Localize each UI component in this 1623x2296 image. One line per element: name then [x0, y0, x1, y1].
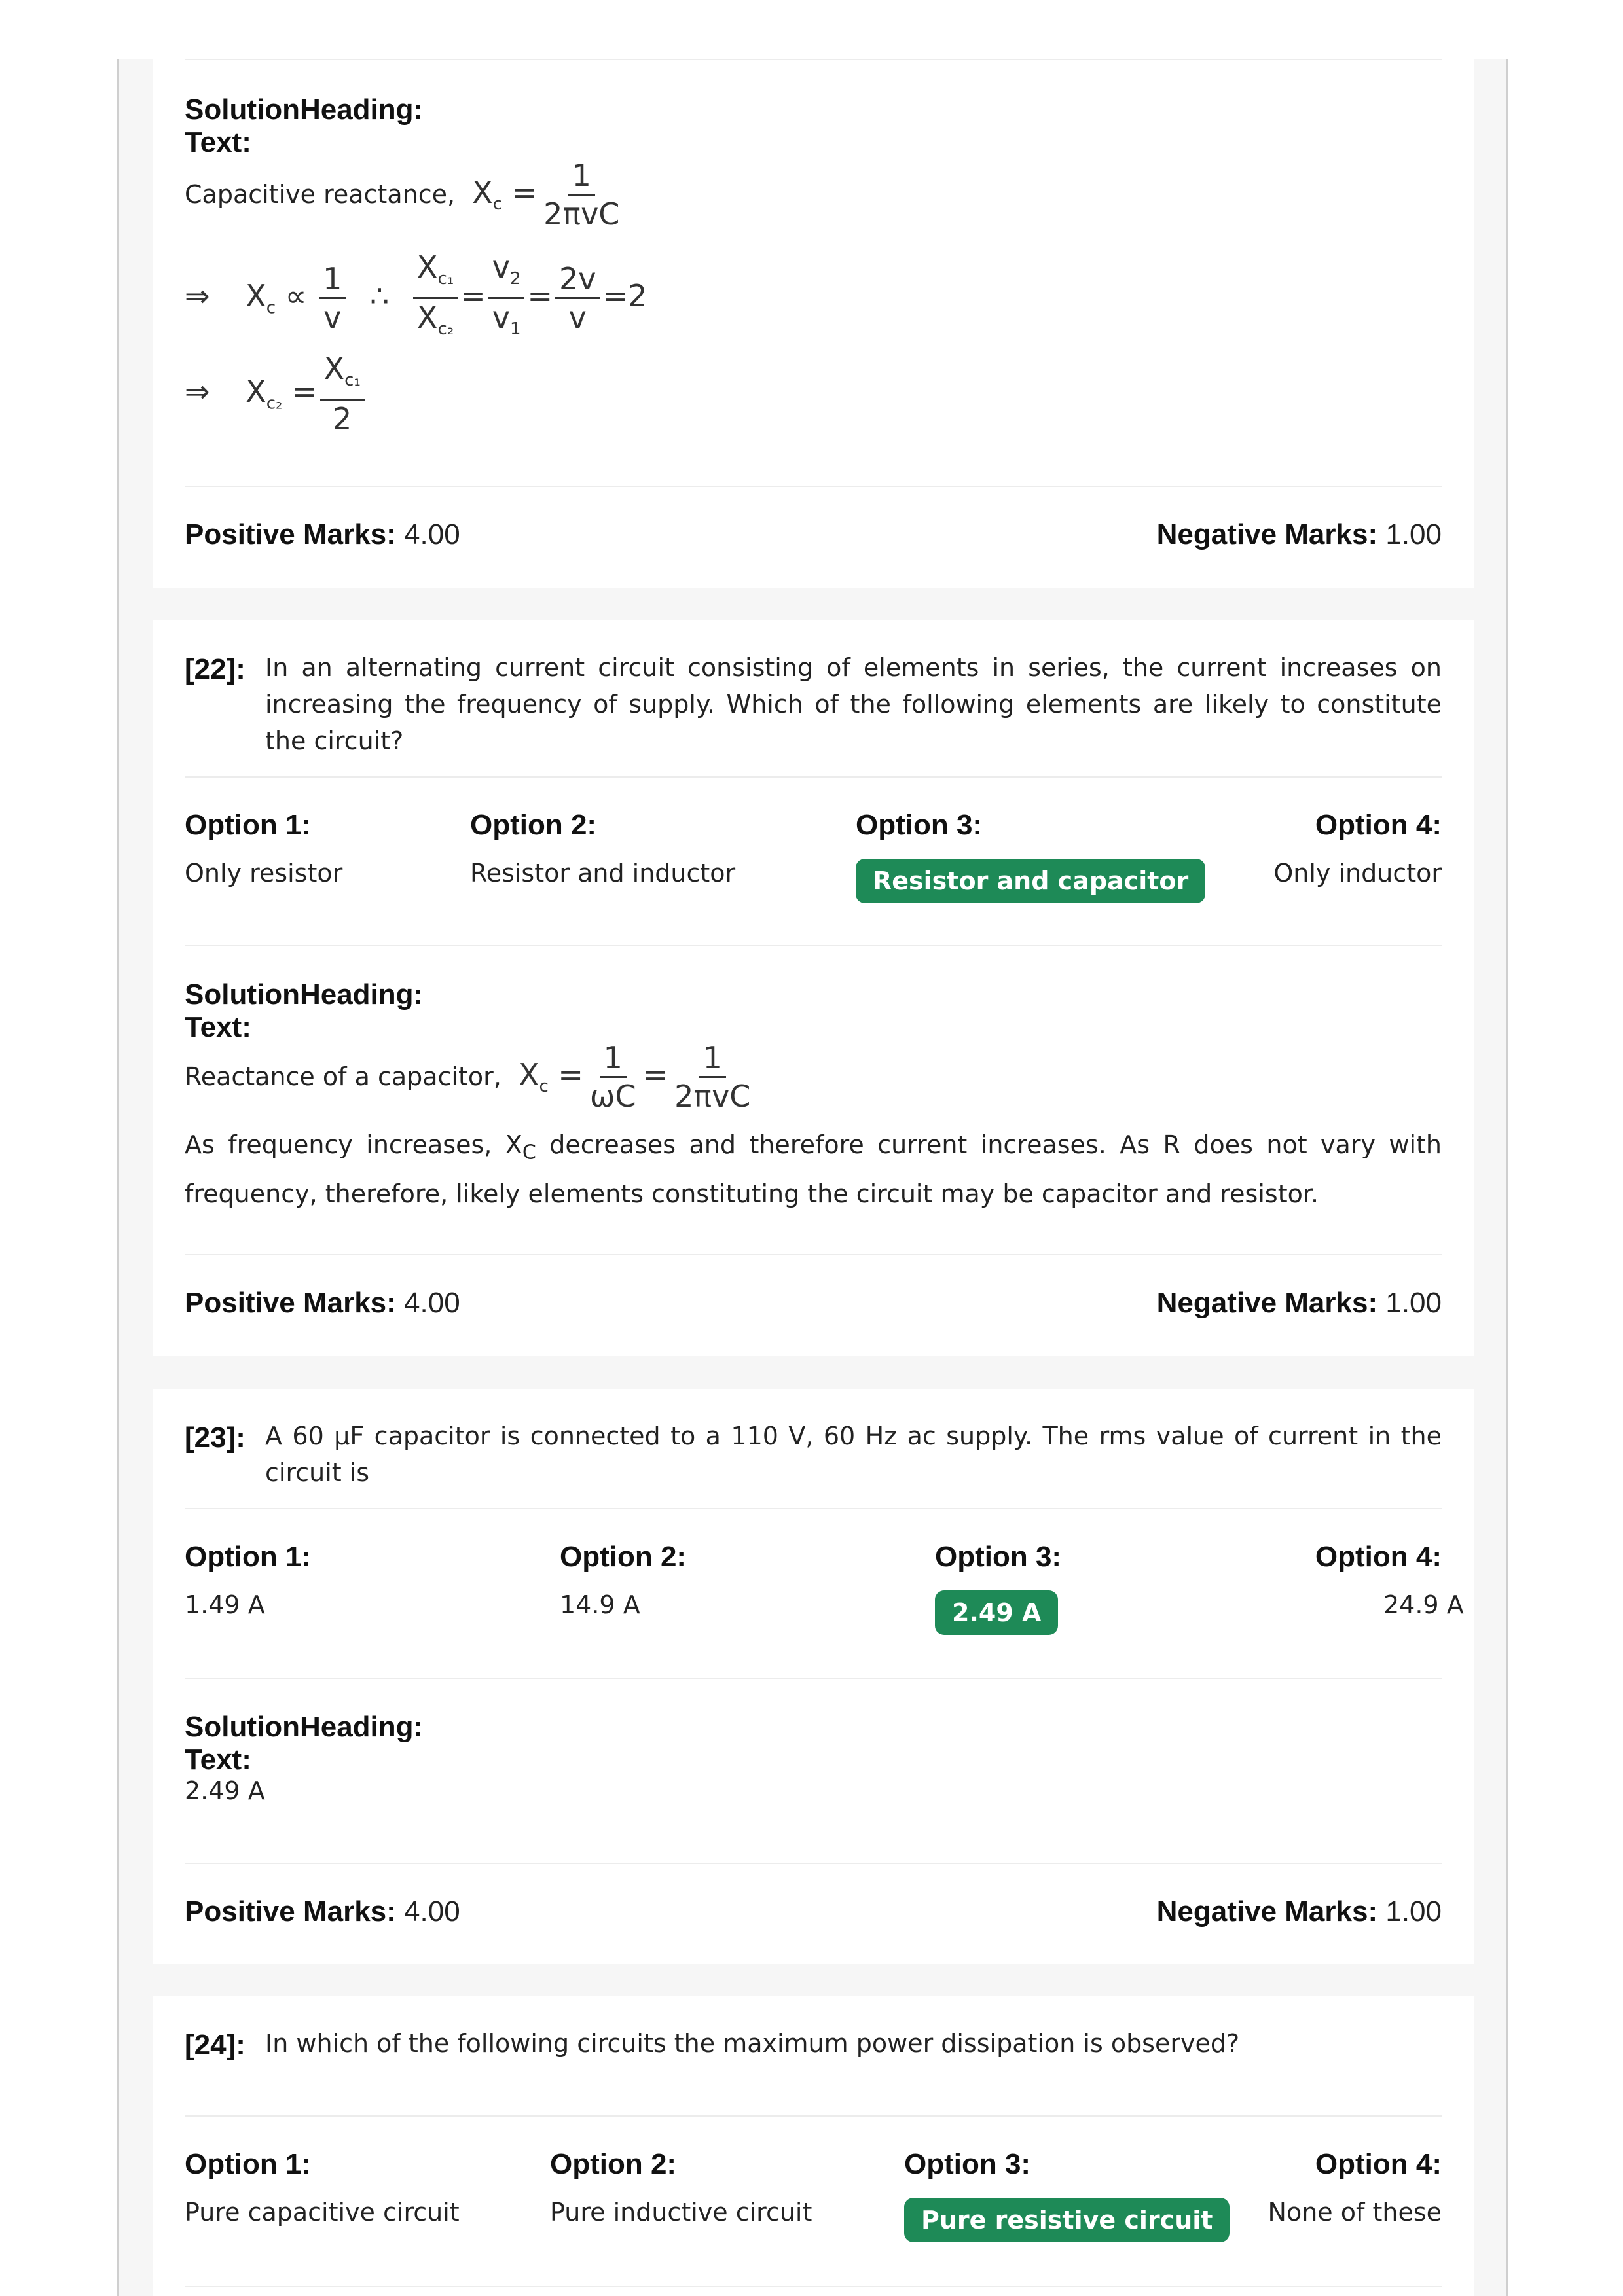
option-2-value[interactable]: 14.9 A [560, 1590, 640, 1619]
divider [185, 1678, 1442, 1679]
solution-text-label: Text: [185, 1011, 251, 1043]
option-2-label: Option 2: [470, 809, 597, 841]
question-card-22 [153, 620, 1474, 1356]
divider [185, 1254, 1442, 1255]
option-3-label: Option 3: [856, 809, 983, 841]
divider [185, 945, 1442, 946]
solution-heading: SolutionHeading: [185, 94, 424, 126]
divider [185, 776, 1442, 778]
question-text: A 60 μF capacitor is connected to a 110 V, 60 Hz ac supply. The rms value of current in the circuit is [265, 1422, 1442, 1487]
option-2-label: Option 2: [550, 2148, 677, 2180]
question-text: In which of the following circuits the maximum power dissipation is observed? [265, 2029, 1240, 2058]
divider [185, 1863, 1442, 1864]
divider [185, 59, 1442, 60]
negative-marks: Negative Marks: 1.00 [1156, 518, 1442, 550]
option-2-label: Option 2: [560, 1541, 687, 1573]
divider [185, 1508, 1442, 1509]
question-card-21 [153, 59, 1474, 588]
solution-equation: Reactance of a capacitor, $X_c$ = $\frac{1}{\omega C}$ = $\frac{1}{\text{2πvC}}$ [185, 1040, 751, 1114]
question-number: [24]: [185, 2029, 246, 2061]
option-2-value[interactable]: Resistor and inductor [470, 859, 736, 888]
option-3-correct-answer[interactable]: 2.49 A [935, 1590, 1058, 1635]
question-text: In an alternating current circuit consisting of elements in series, the current increases on increasing the frequency of supply. Which of the following elements are likely to constitute the circuit? [265, 653, 1442, 755]
option-4-value[interactable]: None of these [1267, 2198, 1442, 2227]
option-1-label: Option 1: [185, 1541, 312, 1573]
option-3-label: Option 3: [935, 1541, 1062, 1573]
option-3-correct-answer[interactable]: Pure resistive circuit [904, 2198, 1230, 2242]
option-4-label: Option 4: [1315, 2148, 1442, 2180]
option-1-label: Option 1: [185, 2148, 312, 2180]
solution-equation-2: ⇒ $X_c$ ∝ $\frac{1}{v}$ ∴ $\frac{X_{c_1}}{X_{c_2}}$ = $\frac{v_2}{v_1}$ = $\frac{2v}{v}$ =2 [185, 249, 647, 340]
option-2-value[interactable]: Pure inductive circuit [550, 2198, 812, 2227]
option-4-value[interactable]: 24.9 A [1383, 1590, 1464, 1619]
divider [185, 486, 1442, 487]
question-card-24 [153, 1996, 1474, 2296]
solution-paragraph: As frequency increases, $X_C$ decreases and therefore current increases. As R does not vary with frequency, therefore, likely elements constituting the circuit may be capacitor and resistor. [185, 1130, 1442, 1208]
solution-equation-3: ⇒ $X_{c_2}$ = $\frac{X_{c_1}}{2}$ [185, 350, 367, 437]
question-card-23 [153, 1389, 1474, 1964]
divider [185, 2115, 1442, 2117]
option-1-value[interactable]: Pure capacitive circuit [185, 2198, 460, 2227]
option-1-label: Option 1: [185, 809, 312, 841]
solution-text: 2.49 A [185, 1776, 265, 1805]
option-4-label: Option 4: [1315, 1541, 1442, 1573]
divider [185, 2286, 1442, 2287]
solution-heading: SolutionHeading: [185, 978, 424, 1011]
solution-text-label: Text: [185, 126, 251, 158]
option-1-value[interactable]: Only resistor [185, 859, 343, 888]
question-number: [23]: [185, 1422, 246, 1454]
option-3-correct-answer[interactable]: Resistor and capacitor [856, 859, 1205, 903]
positive-marks: Positive Marks: 4.00 [185, 1895, 460, 1928]
option-3-label: Option 3: [904, 2148, 1031, 2180]
positive-marks: Positive Marks: 4.00 [185, 518, 460, 550]
option-4-value[interactable]: Only inductor [1273, 859, 1442, 888]
negative-marks: Negative Marks: 1.00 [1156, 1895, 1442, 1928]
solution-heading: SolutionHeading: [185, 1711, 424, 1743]
solution-text-label: Text: [185, 1744, 251, 1776]
negative-marks: Negative Marks: 1.00 [1156, 1287, 1442, 1319]
option-1-value[interactable]: 1.49 A [185, 1590, 265, 1619]
option-4-label: Option 4: [1315, 809, 1442, 841]
solution-equation-1: Capacitive reactance, $X_c$ = $\frac{1}{\text{2πvC}}$ [185, 158, 620, 232]
question-number: [22]: [185, 653, 246, 685]
positive-marks: Positive Marks: 4.00 [185, 1287, 460, 1319]
